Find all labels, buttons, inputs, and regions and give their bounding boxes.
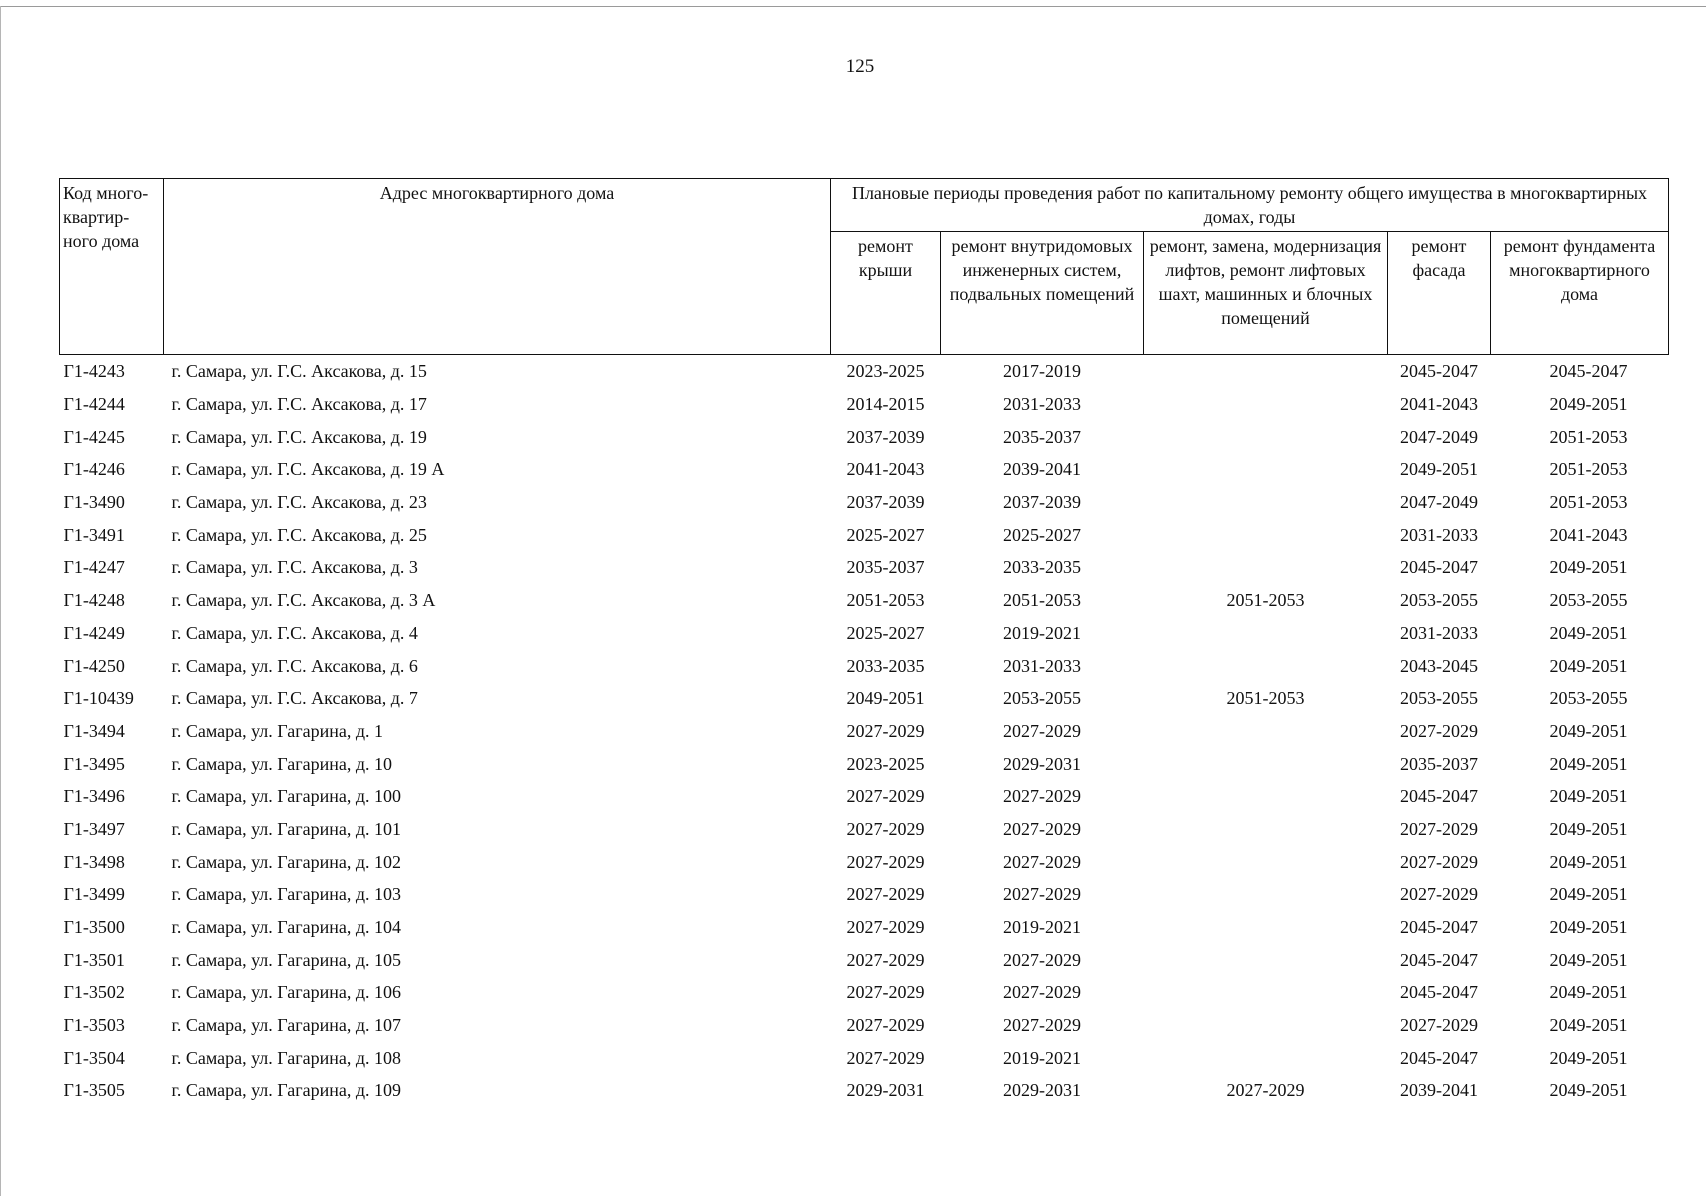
cell-roof: 2023-2025 <box>846 753 925 774</box>
cell-roof: 2033-2035 <box>846 655 925 676</box>
cell-engineering: 2031-2033 <box>1003 655 1081 676</box>
cell-engineering: 2027-2029 <box>1003 949 1081 970</box>
cell-foundation: 2049-2051 <box>1549 622 1628 643</box>
cell-address: г. Самара, ул. Г.С. Аксакова, д. 6 <box>171 655 418 676</box>
cell-facade: 2027-2029 <box>1400 818 1478 839</box>
cell-foundation: 2049-2051 <box>1549 786 1628 807</box>
cell-lifts <box>1144 355 1388 388</box>
cell-engineering: 2027-2029 <box>1003 720 1081 741</box>
cell-foundation: 2051-2053 <box>1549 492 1628 513</box>
header-roof: ремонт крыши <box>831 232 941 355</box>
cell-foundation: 2049-2051 <box>1549 1047 1628 1068</box>
table-row <box>60 584 1669 617</box>
page-number: 125 <box>845 56 875 77</box>
cell-address: г. Самара, ул. Гагарина, д. 109 <box>171 1080 402 1101</box>
cell-roof: 2025-2027 <box>846 524 925 545</box>
cell-lifts <box>1144 878 1388 911</box>
cell-foundation: 2051-2053 <box>1549 459 1628 480</box>
cell-roof: 2037-2039 <box>846 492 925 513</box>
cell-engineering: 2053-2055 <box>1003 688 1081 709</box>
header-facade: ремонт фасада <box>1388 232 1491 355</box>
cell-code: Г1-3498 <box>63 851 125 872</box>
table-row <box>60 420 1669 453</box>
cell-address: г. Самара, ул. Гагарина, д. 100 <box>171 786 402 807</box>
table-row <box>60 911 1669 944</box>
cell-lifts: 2051-2053 <box>1226 688 1305 709</box>
cell-facade: 2035-2037 <box>1400 753 1478 774</box>
cell-roof: 2027-2029 <box>846 786 925 807</box>
cell-code: Г1-3501 <box>63 949 125 970</box>
cell-code: Г1-4243 <box>63 361 125 382</box>
cell-lifts <box>1144 518 1388 551</box>
cell-lifts <box>1144 486 1388 519</box>
cell-facade: 2045-2047 <box>1400 1047 1478 1068</box>
cell-engineering: 2027-2029 <box>1003 884 1081 905</box>
table-body <box>60 355 1669 1107</box>
table-row <box>60 715 1669 748</box>
cell-foundation: 2041-2043 <box>1549 524 1628 545</box>
cell-code: Г1-10439 <box>63 688 134 709</box>
cell-code: Г1-3505 <box>63 1080 125 1101</box>
cell-lifts: 2027-2029 <box>1226 1080 1305 1101</box>
cell-code: Г1-3504 <box>63 1047 125 1068</box>
cell-facade: 2045-2047 <box>1400 982 1478 1003</box>
cell-foundation: 2049-2051 <box>1549 753 1628 774</box>
table-row <box>60 747 1669 780</box>
cell-facade: 2043-2045 <box>1400 655 1478 676</box>
cell-lifts <box>1144 976 1388 1009</box>
cell-address: г. Самара, ул. Гагарина, д. 1 <box>171 720 384 741</box>
cell-code: Г1-3502 <box>63 982 125 1003</box>
cell-engineering: 2017-2019 <box>1003 361 1081 382</box>
cell-code: Г1-3490 <box>63 492 125 513</box>
table-row <box>60 976 1669 1009</box>
cell-code: Г1-3497 <box>63 818 125 839</box>
cell-address: г. Самара, ул. Гагарина, д. 103 <box>171 884 402 905</box>
cell-address: г. Самара, ул. Г.С. Аксакова, д. 3 А <box>171 590 436 611</box>
cell-foundation: 2049-2051 <box>1549 655 1628 676</box>
cell-facade: 2053-2055 <box>1400 688 1478 709</box>
cell-foundation: 2049-2051 <box>1549 982 1628 1003</box>
cell-lifts: 2051-2053 <box>1226 590 1305 611</box>
cell-code: Г1-3496 <box>63 786 125 807</box>
cell-facade: 2031-2033 <box>1400 622 1478 643</box>
cell-facade: 2045-2047 <box>1400 786 1478 807</box>
cell-facade: 2053-2055 <box>1400 590 1478 611</box>
cell-engineering: 2027-2029 <box>1003 1015 1081 1036</box>
cell-roof: 2037-2039 <box>846 426 925 447</box>
cell-foundation: 2053-2055 <box>1549 688 1628 709</box>
cell-code: Г1-3500 <box>63 917 125 938</box>
cell-address: г. Самара, ул. Гагарина, д. 106 <box>171 982 402 1003</box>
header-lifts: ремонт, замена, модернизация лифтов, ремонт лифтовых шахт, машинных и блочных помещений <box>1144 232 1388 355</box>
cell-address: г. Самара, ул. Г.С. Аксакова, д. 23 <box>171 492 427 513</box>
cell-address: г. Самара, ул. Г.С. Аксакова, д. 17 <box>171 394 427 415</box>
cell-address: г. Самара, ул. Г.С. Аксакова, д. 25 <box>171 524 427 545</box>
cell-engineering: 2027-2029 <box>1003 818 1081 839</box>
cell-address: г. Самара, ул. Г.С. Аксакова, д. 4 <box>171 622 418 643</box>
cell-facade: 2045-2047 <box>1400 557 1478 578</box>
cell-address: г. Самара, ул. Г.С. Аксакова, д. 7 <box>171 688 418 709</box>
cell-engineering: 2027-2029 <box>1003 982 1081 1003</box>
cell-lifts <box>1144 780 1388 813</box>
cell-code: Г1-4244 <box>63 394 125 415</box>
cell-address: г. Самара, ул. Гагарина, д. 10 <box>171 753 393 774</box>
cell-lifts <box>1144 649 1388 682</box>
table-row <box>60 518 1669 551</box>
cell-roof: 2027-2029 <box>846 1015 925 1036</box>
cell-facade: 2047-2049 <box>1400 492 1478 513</box>
cell-engineering: 2019-2021 <box>1003 622 1081 643</box>
cell-address: г. Самара, ул. Г.С. Аксакова, д. 3 <box>171 557 418 578</box>
scan-edge-left <box>0 6 1 1196</box>
cell-facade: 2041-2043 <box>1400 394 1478 415</box>
cell-engineering: 2029-2031 <box>1003 1080 1081 1101</box>
cell-roof: 2014-2015 <box>846 394 925 415</box>
cell-code: Г1-4249 <box>63 622 125 643</box>
cell-address: г. Самара, ул. Гагарина, д. 102 <box>171 851 402 872</box>
cell-code: Г1-4246 <box>63 459 125 480</box>
cell-facade: 2039-2041 <box>1400 1080 1478 1101</box>
cell-foundation: 2049-2051 <box>1549 818 1628 839</box>
table-row <box>60 943 1669 976</box>
cell-facade: 2031-2033 <box>1400 524 1478 545</box>
cell-roof: 2041-2043 <box>846 459 925 480</box>
cell-foundation: 2049-2051 <box>1549 394 1628 415</box>
cell-roof: 2027-2029 <box>846 818 925 839</box>
header-code: Код много-квартир-ного дома <box>60 179 164 355</box>
cell-roof: 2049-2051 <box>846 688 925 709</box>
table-row <box>60 780 1669 813</box>
cell-facade: 2027-2029 <box>1400 1015 1478 1036</box>
cell-engineering: 2035-2037 <box>1003 426 1081 447</box>
cell-foundation: 2045-2047 <box>1549 361 1628 382</box>
cell-engineering: 2019-2021 <box>1003 917 1081 938</box>
cell-facade: 2045-2047 <box>1400 917 1478 938</box>
table-row <box>60 813 1669 846</box>
cell-roof: 2027-2029 <box>846 884 925 905</box>
cell-roof: 2027-2029 <box>846 720 925 741</box>
cell-code: Г1-3503 <box>63 1015 125 1036</box>
cell-foundation: 2049-2051 <box>1549 851 1628 872</box>
table-row <box>60 1074 1669 1107</box>
table-row <box>60 486 1669 519</box>
cell-lifts <box>1144 388 1388 421</box>
cell-address: г. Самара, ул. Г.С. Аксакова, д. 19 А <box>171 459 445 480</box>
cell-address: г. Самара, ул. Гагарина, д. 108 <box>171 1047 402 1068</box>
cell-lifts <box>1144 943 1388 976</box>
cell-engineering: 2027-2029 <box>1003 851 1081 872</box>
capital-repair-table <box>59 178 1669 1107</box>
table-row <box>60 878 1669 911</box>
cell-facade: 2047-2049 <box>1400 426 1478 447</box>
cell-engineering: 2031-2033 <box>1003 394 1081 415</box>
cell-roof: 2029-2031 <box>846 1080 925 1101</box>
cell-code: Г1-3494 <box>63 720 125 741</box>
cell-foundation: 2049-2051 <box>1549 949 1628 970</box>
cell-roof: 2027-2029 <box>846 949 925 970</box>
cell-facade: 2045-2047 <box>1400 361 1478 382</box>
cell-facade: 2049-2051 <box>1400 459 1478 480</box>
cell-engineering: 2039-2041 <box>1003 459 1081 480</box>
cell-roof: 2023-2025 <box>846 361 925 382</box>
table-row <box>60 355 1669 388</box>
table-row <box>60 845 1669 878</box>
cell-foundation: 2049-2051 <box>1549 884 1628 905</box>
table-row <box>60 649 1669 682</box>
cell-foundation: 2049-2051 <box>1549 557 1628 578</box>
table-row <box>60 453 1669 486</box>
cell-roof: 2051-2053 <box>846 590 925 611</box>
cell-lifts <box>1144 1041 1388 1074</box>
cell-engineering: 2037-2039 <box>1003 492 1081 513</box>
cell-engineering: 2019-2021 <box>1003 1047 1081 1068</box>
cell-code: Г1-3491 <box>63 524 125 545</box>
header-planned-periods: Плановые периоды проведения работ по капитальному ремонту общего имущества в многоквартирных домах, годы <box>831 179 1669 232</box>
cell-roof: 2027-2029 <box>846 917 925 938</box>
cell-code: Г1-3495 <box>63 753 125 774</box>
cell-code: Г1-4245 <box>63 426 125 447</box>
cell-foundation: 2049-2051 <box>1549 1015 1628 1036</box>
table-row <box>60 617 1669 650</box>
table-row <box>60 1041 1669 1074</box>
cell-foundation: 2049-2051 <box>1549 1080 1628 1101</box>
cell-address: г. Самара, ул. Гагарина, д. 104 <box>171 917 402 938</box>
cell-foundation: 2051-2053 <box>1549 426 1628 447</box>
table-row <box>60 551 1669 584</box>
cell-facade: 2045-2047 <box>1400 949 1478 970</box>
cell-lifts <box>1144 911 1388 944</box>
table-row <box>60 682 1669 715</box>
cell-engineering: 2025-2027 <box>1003 524 1081 545</box>
cell-roof: 2035-2037 <box>846 557 925 578</box>
cell-address: г. Самара, ул. Г.С. Аксакова, д. 19 <box>171 426 427 447</box>
cell-facade: 2027-2029 <box>1400 720 1478 741</box>
cell-lifts <box>1144 453 1388 486</box>
cell-lifts <box>1144 747 1388 780</box>
header-foundation: ремонт фундамента многоквартирного дома <box>1491 232 1669 355</box>
cell-foundation: 2053-2055 <box>1549 590 1628 611</box>
cell-roof: 2027-2029 <box>846 851 925 872</box>
scan-edge-top <box>0 6 1706 7</box>
cell-roof: 2027-2029 <box>846 1047 925 1068</box>
cell-foundation: 2049-2051 <box>1549 720 1628 741</box>
header-engineering: ремонт внутридомовых инженерных систем, подвальных помещений <box>941 232 1144 355</box>
cell-lifts <box>1144 715 1388 748</box>
cell-lifts <box>1144 813 1388 846</box>
cell-lifts <box>1144 1009 1388 1042</box>
table-header <box>60 179 1669 355</box>
cell-engineering: 2051-2053 <box>1003 590 1081 611</box>
cell-lifts <box>1144 420 1388 453</box>
cell-address: г. Самара, ул. Гагарина, д. 105 <box>171 949 402 970</box>
cell-roof: 2027-2029 <box>846 982 925 1003</box>
cell-code: Г1-4250 <box>63 655 125 676</box>
header-address: Адрес многоквартирного дома <box>164 179 831 355</box>
table-row <box>60 1009 1669 1042</box>
cell-code: Г1-3499 <box>63 884 125 905</box>
cell-lifts <box>1144 845 1388 878</box>
cell-roof: 2025-2027 <box>846 622 925 643</box>
cell-address: г. Самара, ул. Г.С. Аксакова, д. 15 <box>171 361 427 382</box>
cell-code: Г1-4247 <box>63 557 125 578</box>
cell-lifts <box>1144 617 1388 650</box>
cell-code: Г1-4248 <box>63 590 125 611</box>
cell-address: г. Самара, ул. Гагарина, д. 101 <box>171 818 402 839</box>
cell-engineering: 2029-2031 <box>1003 753 1081 774</box>
cell-lifts <box>1144 551 1388 584</box>
cell-engineering: 2027-2029 <box>1003 786 1081 807</box>
cell-facade: 2027-2029 <box>1400 884 1478 905</box>
cell-facade: 2027-2029 <box>1400 851 1478 872</box>
cell-engineering: 2033-2035 <box>1003 557 1081 578</box>
table-row <box>60 388 1669 421</box>
cell-address: г. Самара, ул. Гагарина, д. 107 <box>171 1015 402 1036</box>
cell-foundation: 2049-2051 <box>1549 917 1628 938</box>
